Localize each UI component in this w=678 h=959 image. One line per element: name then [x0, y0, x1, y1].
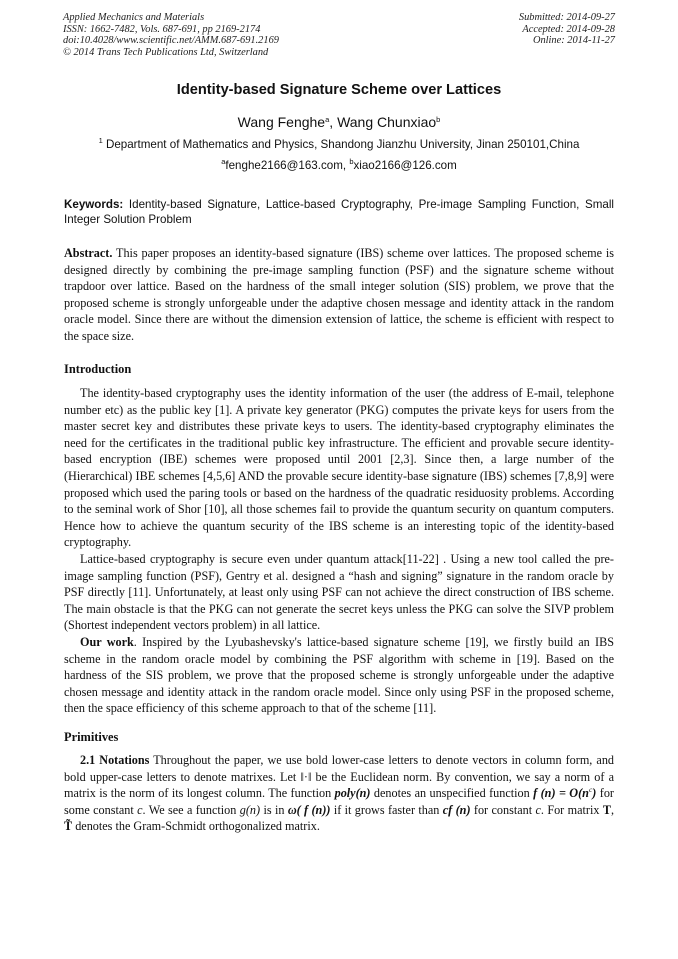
constant-c-2: c	[535, 802, 541, 817]
author-line	[0, 114, 678, 130]
author-separator: ,	[329, 114, 338, 130]
notations-text-8: for constant	[470, 802, 536, 817]
journal-header	[63, 12, 279, 58]
notations-text-6: is in	[260, 802, 288, 817]
poly-arg: (n)	[355, 786, 371, 801]
poly-symbol: poly	[334, 786, 356, 801]
matrix-T: T	[602, 802, 611, 817]
author-1-sup: a	[325, 115, 330, 124]
constant-c-1: c	[137, 802, 143, 817]
introduction-body	[64, 385, 614, 717]
norm-symbol: ‖·‖	[300, 769, 312, 784]
abstract-text: This paper proposes an identity-based signature (IBS) scheme over lattices. The proposed scheme is designed directly by combining the pre-image sampling function (PSF) and the signature scheme without trapdoor over lattice. Based on the hardness of the small integer solution (SIS) problem, we prove that the proposed scheme is strongly unforgeable under the adaptive chosen message and identity attack in the random oracle model. Since there are without the dimension extension of lattice, the scheme is efficient with respect to the space size.	[64, 246, 614, 343]
author-2-sup: b	[436, 115, 441, 124]
notations-text-3: denotes an unspecified function	[370, 786, 534, 801]
author-1: Wang Fenghe	[237, 114, 326, 130]
keywords	[64, 197, 614, 227]
accepted-date: Accepted: 2014-09-28	[522, 23, 615, 35]
affiliation	[0, 138, 678, 151]
omega-expression: ω( f (n))	[287, 802, 331, 817]
doi-line: doi:10.4028/www.scientific.net/AMM.687-691.2169	[63, 35, 279, 47]
our-work-label: Our work	[80, 634, 134, 649]
f-expression: f (n) = O(n	[533, 786, 589, 801]
affiliation-text: Department of Mathematics and Physics, Shandong Jianzhu University, Jinan 250101,China	[102, 138, 580, 151]
issn-line: ISSN: 1662-7482, Vols. 687-691, pp 2169-2174	[63, 23, 261, 35]
notations-text-1: Throughout the paper, we use bold lower-case letters to denote vectors in column form, and bold upper-case letters to denote matrixes. Let	[64, 753, 615, 784]
notations-label: 2.1 Notations	[80, 753, 150, 767]
primitives-body	[64, 752, 614, 835]
keywords-text: Identity-based Signature, Lattice-based Cryptography, Pre-image Sampling Function, Small Integer Solution Problem	[64, 198, 614, 226]
notations-text-2: be the Euclidean norm. By convention, we say a norm of a matrix is the norm of its longest column. The function	[64, 769, 615, 801]
notations-text-4: for some constant	[64, 786, 614, 817]
dates-header	[519, 12, 615, 47]
copyright-line: © 2014 Trans Tech Publications Ltd, Switzerland	[63, 46, 269, 58]
submitted-date: Submitted: 2014-09-27	[518, 12, 615, 23]
paper-title: Identity-based Signature Scheme over Lattices	[176, 82, 502, 98]
abstract-label: Abstract.	[64, 246, 113, 260]
f-exponent: c	[588, 785, 593, 795]
f-close: )	[592, 786, 597, 801]
notations-text-11: denotes the Gram-Schmidt orthogonalized matrix.	[72, 819, 320, 834]
keywords-label: Keywords:	[64, 198, 124, 211]
affiliation-sup: 1	[98, 136, 103, 145]
notations-text-9: . For matrix	[540, 802, 603, 817]
email-2: xiao2166@126.com	[353, 159, 457, 172]
online-date: Online: 2014-11-27	[532, 35, 615, 47]
email-line	[0, 159, 678, 172]
g-expression: g(n)	[239, 802, 261, 817]
our-work-text: . Inspired by the Lyubashevsky's lattice-based signature scheme [19], we firstly build an IBS scheme in the random oracle model by combining the PSF algorithm with scheme in [19]. Based on the hardness of the SIS problem, we prove that the proposed scheme is strongly unforgeable under the adaptive chosen message and identity attack in the random oracle model. Since only using PSF in the proposed scheme, then the space efficiency of this scheme approach to that of the scheme [11].	[64, 634, 614, 716]
intro-paragraph-3	[64, 634, 614, 717]
notations-paragraph	[64, 752, 614, 835]
notations-text-10: ,	[610, 802, 614, 817]
matrix-T-tilde: T̃	[64, 819, 73, 834]
email-2-sup: b	[349, 157, 354, 166]
notations-text-5: . We see a function	[142, 802, 240, 817]
abstract	[64, 245, 614, 345]
journal-name: Applied Mechanics and Materials	[63, 12, 205, 23]
notations-text-7: if it grows faster than	[330, 802, 443, 817]
primitives-heading: Primitives	[64, 730, 119, 744]
intro-paragraph-2: Lattice-based cryptography is secure even under quantum attack[11-22] . Using a new tool called the pre-image sampling function (PSF), Gentry et al. designed a “hash and signing” signature in the random oracle by PSF directly [11]. Unfortunately, at least only using PSF can not achieve the direct construction of IBS scheme. The main obstacle is that the PKG can not generate the secret keys unless the PKG can solve the SIVP problem (Shortest independent vectors problem) in all lattice.	[64, 551, 614, 633]
introduction-heading: Introduction	[64, 362, 132, 376]
email-1-sup: a	[221, 157, 226, 166]
intro-paragraph-1: The identity-based cryptography uses the identity information of the user (the address of E-mail, telephone number etc) as the public key [1]. A private key generator (PKG) computes the private keys for users from the master secret key and distributes these private keys to users. The identity-based cryptography eliminates the need for the certificates in the traditional public key infrastructure. The efficient and provable secure identity-based encryption (IBE) schemes were proposed until 2001 [2,3]. Since then, a large number of the (Hierarchical) IBE schemes [4,5,6] AND the provable secure identity-base signature (IBS) schemes [7,8,9] were proposed which used the paring tools or based on the hardness of the quadratic residuosity problems. According to the seminal work of Shor [10], all those schemes fail to provide the quantum security on quantum computers. Hence how to achieve the quantum security of the IBS scheme is an interesting topic of the identity-based cryptography.	[64, 386, 614, 550]
cf-expression: cf (n)	[442, 802, 471, 817]
author-2: Wang Chunxiao	[337, 114, 437, 130]
email-1: fenghe2166@163.com,	[225, 159, 350, 172]
